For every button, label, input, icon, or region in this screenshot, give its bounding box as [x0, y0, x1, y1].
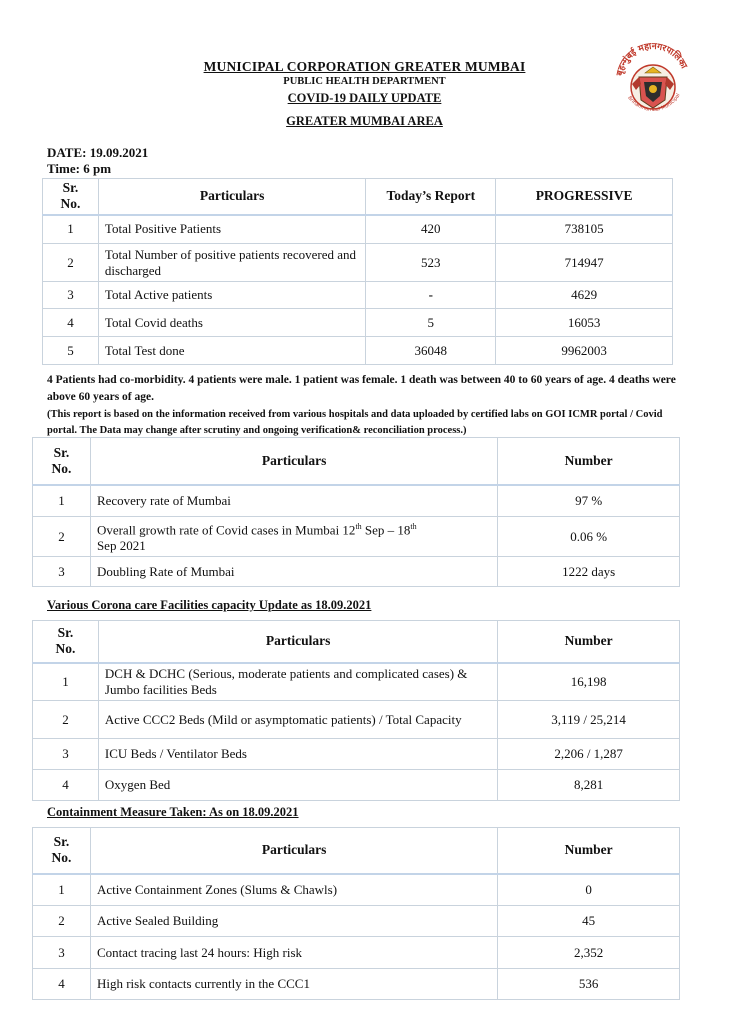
table-row: 2 Active CCC2 Beds (Mild or asymptomatic patients) / Total Capacity 3,119 / 25,214	[33, 701, 680, 739]
disclaimer-note: (This report is based on the information received from various hospitals and data uploaded by certified labs on GOI ICMR portal / Covid portal. The Data may change after scrutiny and ongoing verification& reconciliation process.)	[47, 409, 663, 436]
table-row: 1 Active Containment Zones (Slums & Chawls) 0	[33, 874, 680, 906]
header-number: Number	[498, 828, 680, 874]
table-row: 3 Doubling Rate of Mumbai 1222 days	[33, 557, 680, 587]
table-row: 5 Total Test done 36048 9962003	[43, 337, 673, 365]
svg-text:बृहन्मुंबई महानगरपालिका: बृहन्मुंबई महानगरपालिका	[615, 41, 689, 77]
header-particulars: Particulars	[98, 621, 497, 663]
report-title: COVID-19 DAILY UPDATE	[287, 91, 442, 105]
table-row: 3 Contact tracing last 24 hours: High risk 2,352	[33, 937, 680, 969]
report-datetime	[47, 145, 148, 177]
header-sr-no: Sr. No.	[33, 621, 99, 663]
table-row: 4 Total Covid deaths 5 16053	[43, 309, 673, 337]
table-row: 1 DCH & DCHC (Serious, moderate patients and complicated cases) & Jumbo facilities Beds 16,198	[33, 663, 680, 701]
containment-section-title: Containment Measure Taken: As on 18.09.2021	[47, 805, 299, 819]
header-number: Number	[498, 621, 680, 663]
rates-table	[32, 437, 680, 587]
comorbidity-note: 4 Patients had co-morbidity. 4 patients were male. 1 patient was female. 1 death was between 40 to 60 years of age. 4 deaths were above 60 years of age.	[47, 374, 676, 403]
header-progressive: PROGRESSIVE	[496, 179, 673, 215]
header-particulars: Particulars	[98, 179, 365, 215]
table-row: 4 High risk contacts currently in the CCC1 536	[33, 969, 680, 1000]
report-area: GREATER MUMBAI AREA	[286, 114, 443, 128]
svg-text:Brihanmumbai Municipal Corpora: Brihanmumbai Municipal	[626, 92, 682, 114]
department-name: PUBLIC HEALTH DEPARTMENT	[283, 76, 446, 87]
report-time: Time: 6 pm	[47, 161, 112, 176]
municipal-seal-icon	[608, 32, 698, 122]
table-row: 2 Overall growth rate of Covid cases in Mumbai 12th Sep – 18th Sep 2021 0.06 %	[33, 517, 680, 557]
report-notes	[47, 372, 682, 439]
table-row: 3 ICU Beds / Ventilator Beds 2,206 / 1,287	[33, 739, 680, 770]
report-date: DATE: 19.09.2021	[47, 145, 149, 160]
table-row: 1 Total Positive Patients 420 738105	[43, 215, 673, 244]
header-sr-no: Sr. No.	[43, 179, 99, 215]
table-row: 1 Recovery rate of Mumbai 97 %	[33, 485, 680, 517]
containment-table	[32, 827, 680, 1000]
header-particulars: Particulars	[90, 438, 497, 485]
daily-summary-table	[42, 178, 673, 365]
facilities-section-title: Various Corona care Facilities capacity Update as 18.09.2021	[47, 598, 372, 612]
table-row: 2 Active Sealed Building 45	[33, 906, 680, 937]
facilities-table	[32, 620, 680, 801]
table-row: 4 Oxygen Bed 8,281	[33, 770, 680, 801]
table-row: 2 Total Number of positive patients recovered and discharged 523 714947	[43, 244, 673, 282]
header-number: Number	[498, 438, 680, 485]
header-sr-no: Sr. No.	[33, 828, 91, 874]
header-particulars: Particulars	[90, 828, 497, 874]
header-sr-no: Sr. No.	[33, 438, 91, 485]
table-row: 3 Total Active patients - 4629	[43, 282, 673, 309]
header-todays-report: Today’s Report	[366, 179, 496, 215]
org-name: MUNICIPAL CORPORATION GREATER MUMBAI	[203, 59, 526, 74]
